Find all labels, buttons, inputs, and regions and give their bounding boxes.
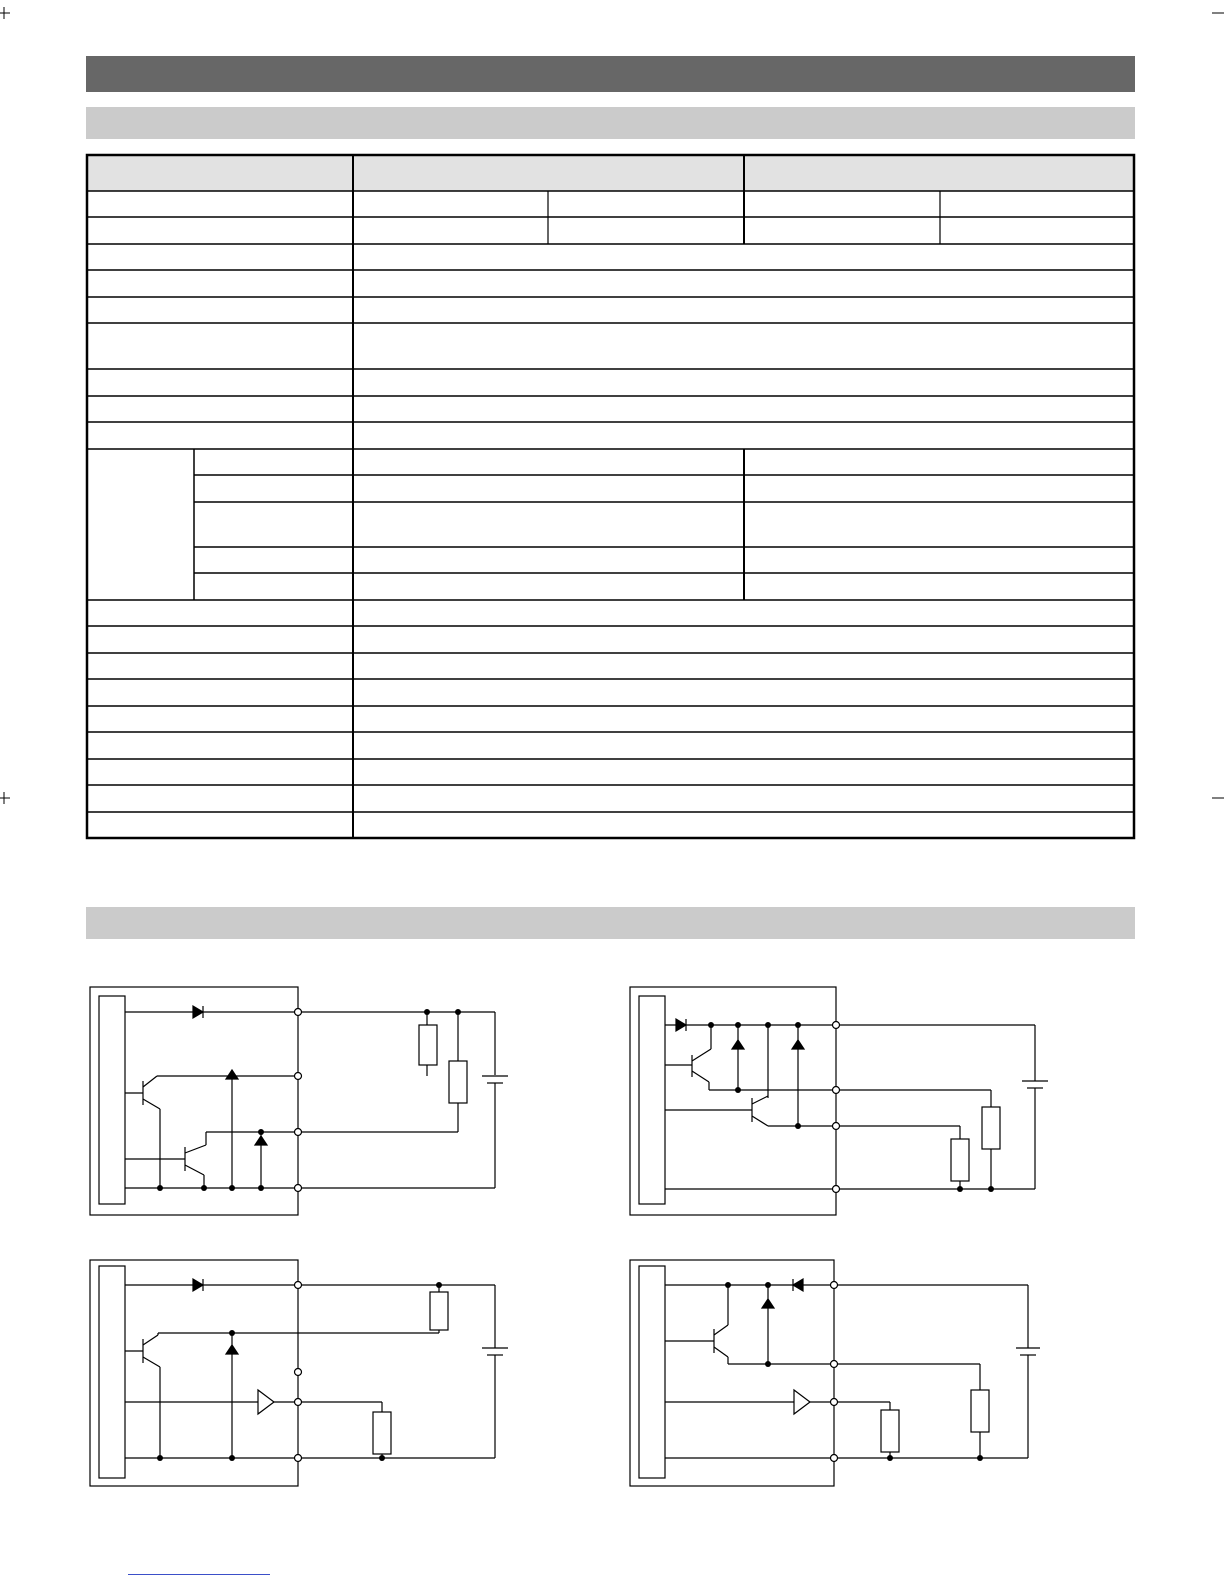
- spec-table-row-rules: [87, 191, 1134, 812]
- circuit-diagram-3: [88, 1258, 528, 1490]
- spec-table-column-rules: [194, 155, 940, 838]
- circuit-diagram-2: [628, 985, 1048, 1217]
- io-circuits-section-bar: [86, 907, 1135, 939]
- circuit-diagram-4: [628, 1258, 1048, 1490]
- link-underline[interactable]: [128, 1574, 270, 1575]
- spec-table-header-band: [87, 156, 1134, 191]
- spec-table-border: [87, 155, 1134, 838]
- circuit-diagram-1: [88, 985, 528, 1217]
